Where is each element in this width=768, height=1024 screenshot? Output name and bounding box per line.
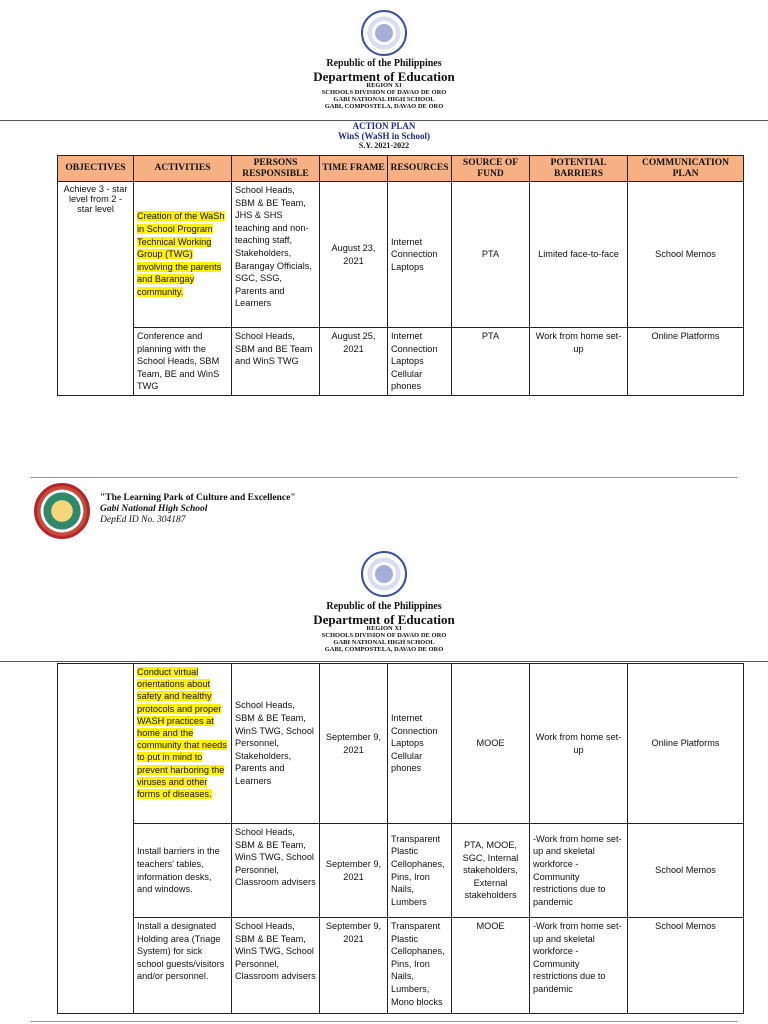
persons-cell: School Heads, SBM & BE Team, JHS & SHS teaching and non-teaching staff, Stakeholders, Barangay Officials, SGC, SSG, Parents and Learners [232,182,320,328]
plan-title: ACTION PLAN [352,121,416,131]
time-cell: September 9, 2021 [320,824,388,918]
col-persons: PERSONS RESPONSIBLE [232,156,320,182]
region-text: REGION XI [366,82,402,90]
barriers-cell: Work from home set-up [530,328,628,396]
table-row [58,328,744,396]
letterhead-page2 [0,602,768,653]
objective-cell: Achieve 3 - star level from 2 - star level [58,182,134,396]
activity-cell: Install barriers in the teachers' tables, information desks, and windows. [134,824,232,918]
col-comm: COMMUNICATION PLAN [628,156,744,182]
col-activities: ACTIVITIES [134,156,232,182]
comm-cell: School Memos [628,824,744,918]
plan-subtitle: WinS (WaSH in School) [337,130,431,141]
col-resources: RESOURCES [388,156,452,182]
resources-cell: Internet Connection Laptops Cellular phones [388,328,452,396]
resources-cell: Internet Connection Laptops Cellular phones [388,664,452,824]
persons-cell: School Heads, SBM and BE Team and WinS TWG [232,328,320,396]
comm-cell: School Memos [628,182,744,328]
footer-block [100,493,296,526]
persons-cell: School Heads, SBM & BE Team, WinS TWG, School Personnel, Stakeholders, Parents and Learners [232,664,320,824]
table-row [58,182,744,328]
activity-cell [134,182,232,328]
col-fund: SOURCE OF FUND [452,156,530,182]
activity-cell: Install a designated Holding area (Triage System) for sick school guests/visitors and/or personnel. [134,918,232,1014]
time-cell: September 9, 2021 [320,918,388,1014]
school-logo-icon [34,483,90,539]
deped-seal-icon [361,10,407,56]
time-cell: August 25, 2021 [320,328,388,396]
school-text: GABI NATIONAL HIGH SCHOOL [333,95,435,103]
footer-school-name: Gabi National High School [100,504,208,514]
division-text: SCHOOLS DIVISION OF DAVAO DE ORO [321,88,447,96]
barriers-cell: Limited face-to-face [530,182,628,328]
region-text: REGION XI [366,625,402,633]
col-barriers: POTENTIAL BARRIERS [530,156,628,182]
plan-heading [0,122,768,151]
footer-divider [30,477,738,478]
bottom-divider [30,1021,738,1022]
barriers-cell: Work from home set-up [530,664,628,824]
comm-cell: School Memos [628,918,744,1014]
address-text: GABI, COMPOSTELA, DAVAO DE ORO [324,645,444,653]
fund-cell: PTA [452,182,530,328]
republic-text: Republic of the Philippines [326,601,442,612]
fund-cell: PTA [452,328,530,396]
barriers-cell: -Work from home set-up and skeletal workforce -Community restrictions due to pandemic [530,918,628,1014]
division-text: SCHOOLS DIVISION OF DAVAO DE ORO [321,631,447,639]
school-text: GABI NATIONAL HIGH SCHOOL [333,638,435,646]
comm-cell: Online Platforms [628,328,744,396]
objective-cell [58,664,134,1014]
action-plan-table-1 [57,155,744,396]
fund-cell: PTA, MOOE, SGC, Internal stakeholders, External stakeholders [452,824,530,918]
persons-cell: School Heads, SBM & BE Team, WinS TWG, School Personnel, Classroom advisers [232,918,320,1014]
school-motto: "The Learning Park of Culture and Excellence" [100,493,296,503]
col-time: TIME FRAME [320,156,388,182]
col-objectives: OBJECTIVES [58,156,134,182]
comm-cell: Online Platforms [628,664,744,824]
activity-cell [134,664,232,824]
deped-id: DepEd ID No. 304187 [100,515,186,525]
department-text: Department of Education [313,68,455,84]
resources-cell: Internet Connection Laptops [388,182,452,328]
address-text: GABI, COMPOSTELA, DAVAO DE ORO [324,102,444,110]
time-cell: August 23, 2021 [320,182,388,328]
resources-cell: Transparent Plastic Cellophanes, Pins, Iron Nails, Lumbers [388,824,452,918]
time-cell: September 9, 2021 [320,664,388,824]
plan-year: S.Y. 2021-2022 [358,140,410,150]
republic-text: Republic of the Philippines [326,58,442,69]
deped-seal-icon [361,551,407,597]
letterhead [0,59,768,110]
fund-cell: MOOE [452,918,530,1014]
activity-cell: Conference and planning with the School Heads, SBM Team, BE and WinS TWG [134,328,232,396]
department-text: Department of Education [313,611,455,627]
resources-cell: Transparent Plastic Cellophanes, Pins, Iron Nails, Lumbers, Mono blocks [388,918,452,1014]
persons-cell: School Heads, SBM & BE Team, WinS TWG, School Personnel, Classroom advisers [232,824,320,918]
table-row [58,918,744,1014]
fund-cell: MOOE [452,664,530,824]
table-row [58,664,744,824]
activity-text: Creation of the WaSh in School Program Technical Working Group (TWG) involving the parents and Barangay community. [137,211,225,297]
activity-text: Conduct virtual orientations about safety and healthy protocols and proper WASH practices at home and the community that needs to put in mind to prevent harboring the viruses and other forms of diseases. [137,667,227,800]
barriers-cell: -Work from home set-up and skeletal workforce -Community restrictions due to pandemic [530,824,628,918]
table-row [58,824,744,918]
action-plan-table-2 [57,663,744,1014]
header-divider [0,661,768,662]
